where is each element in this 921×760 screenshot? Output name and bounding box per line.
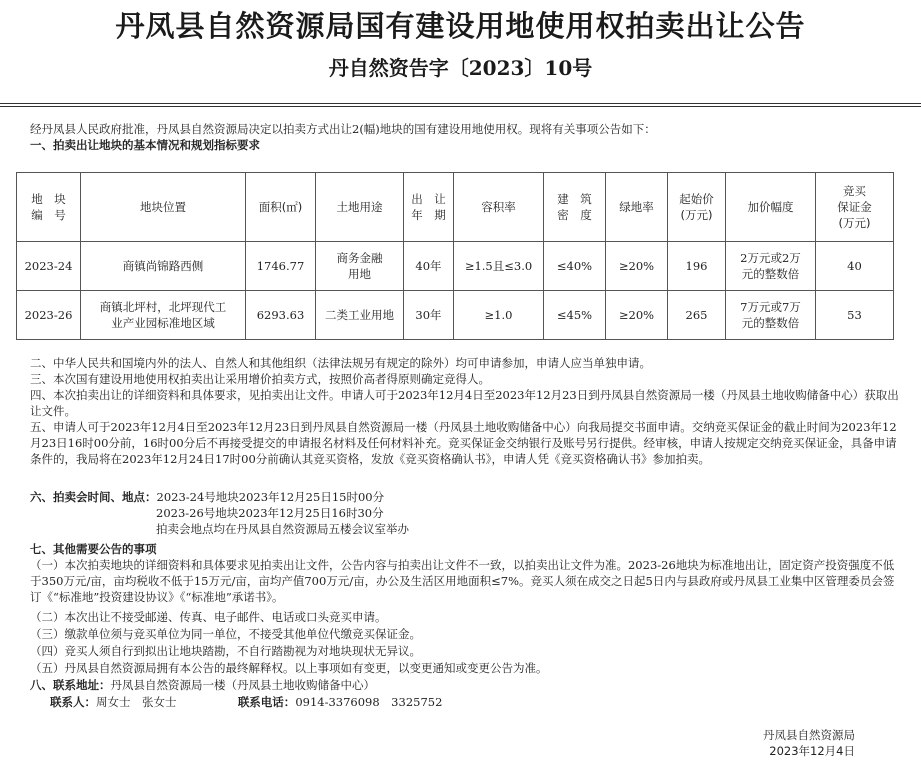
section-3: 三、本次国有建设用地使用权拍卖出让采用增价拍卖方式，按照价高者得原则确定竞得人。 bbox=[30, 372, 490, 386]
auction-location: 拍卖会地点均在丹凤县自然资源局五楼会议室举办 bbox=[156, 522, 409, 536]
section-7-item-2: （二）本次出让不接受邮递、传真、电子邮件、电话或口头竞买申请。 bbox=[30, 610, 387, 624]
table-header-row bbox=[17, 173, 894, 242]
table-header-cell: 起始价 (万元) bbox=[668, 173, 726, 242]
section-7-title: 七、其他需要公告的事项 bbox=[30, 542, 157, 556]
table-header-cell: 加价幅度 bbox=[726, 173, 816, 242]
table-header-cell: 绿地率 bbox=[606, 173, 668, 242]
table-cell: 2023-26 bbox=[17, 291, 81, 340]
table-row bbox=[17, 242, 894, 291]
table-header-cell: 地 块 编 号 bbox=[17, 173, 81, 242]
table-header-cell: 出 让 年 期 bbox=[404, 173, 454, 242]
section-7-item-4: （四）竞买人须自行到拟出让地块踏勘，不自行踏勘视为对地块现状无异议。 bbox=[30, 644, 421, 658]
section-1-title: 一、拍卖出让地块的基本情况和规划指标要求 bbox=[30, 138, 260, 152]
contact-address: 丹凤县自然资源局一楼（丹凤县土地收购储备中心） bbox=[110, 678, 375, 692]
contact-person: 周女士 张女士 bbox=[96, 695, 177, 709]
auction-time-1: 2023-24号地块2023年12月25日15时00分 bbox=[156, 490, 385, 504]
table-cell: 6293.63 bbox=[246, 291, 316, 340]
table-header-cell: 建 筑 密 度 bbox=[544, 173, 606, 242]
header-divider-top bbox=[0, 103, 921, 104]
document-number: 丹自然资告字〔2023〕10号 bbox=[328, 56, 593, 80]
section-8 bbox=[30, 677, 905, 693]
table-cell: 商镇北坪村，北坪现代工 业产业园标准地区域 bbox=[81, 291, 246, 340]
signature-date: 2023年12月4日 bbox=[769, 744, 855, 758]
table-cell: 商务金融 用地 bbox=[316, 242, 404, 291]
table-cell: 2万元或2万 元的整数倍 bbox=[726, 242, 816, 291]
section-6 bbox=[30, 489, 905, 505]
signature-org: 丹凤县自然资源局 bbox=[763, 728, 855, 742]
table-cell: ≥1.5且≤3.0 bbox=[454, 242, 544, 291]
table-header-cell: 面积(㎡) bbox=[246, 173, 316, 242]
land-parcel-table bbox=[16, 172, 894, 340]
table-cell: ≤40% bbox=[544, 242, 606, 291]
table-cell: 30年 bbox=[404, 291, 454, 340]
section-7-item-3: （三）缴款单位须与竞买单位为同一单位，不接受其他单位代缴竞买保证金。 bbox=[30, 627, 421, 641]
section-2: 二、中华人民共和国境内外的法人、自然人和其他组织（法律法规另有规定的除外）均可申请参加，申请人应当单独申请。 bbox=[30, 356, 651, 370]
table-cell: 196 bbox=[668, 242, 726, 291]
table-header-cell: 地块位置 bbox=[81, 173, 246, 242]
table-cell: 2023-24 bbox=[17, 242, 81, 291]
intro-paragraph: 经丹凤县人民政府批准，丹凤县自然资源局决定以拍卖方式出让2(幅)地块的国有建设用地使用权。现将有关事项公告如下： bbox=[30, 122, 656, 136]
section-5: 五、申请人可于2023年12月4日至2023年12月23日到丹凤县自然资源局一楼（丹凤县土地收购储备中心）向我局提交书面申请。交纳竞买保证金的截止时间为2023年12月23日16时00分前，16时00分后不再接受提交的申请报名材料及任何材料补充。竞买保证金交纳银行及账号另行提供。经审核，申请人按规定交纳竞买保证金，具备申请条件的，我局将在2023年12月24日17时00分前确认其竞买资格，发放《竞买资格确认书》，申请人凭《竞买资格确认书》参加拍卖。 bbox=[30, 420, 897, 466]
table-cell: ≤45% bbox=[544, 291, 606, 340]
table-header-cell: 土地用途 bbox=[316, 173, 404, 242]
header-divider-bottom bbox=[0, 106, 921, 107]
table-cell: 1746.77 bbox=[246, 242, 316, 291]
table-row bbox=[17, 291, 894, 340]
section-4: 四、本次拍卖出让的详细资料和具体要求，见拍卖出让文件。申请人可于2023年12月4日至2023年12月23日到丹凤县自然资源局一楼（丹凤县土地收购储备中心）获取出让文件。 bbox=[30, 388, 899, 418]
table-cell: 40年 bbox=[404, 242, 454, 291]
table-header-cell: 竞买 保证金 (万元) bbox=[816, 173, 894, 242]
auction-time-2: 2023-26号地块2023年12月25日16时30分 bbox=[156, 506, 384, 520]
table-header-cell: 容积率 bbox=[454, 173, 544, 242]
table-cell: ≥1.0 bbox=[454, 291, 544, 340]
table-cell: 商镇尚锦路西侧 bbox=[81, 242, 246, 291]
section-7-item-5: （五）丹凤县自然资源局拥有本公告的最终解释权。以上事项如有变更，以变更通知或变更公告为准。 bbox=[30, 661, 548, 675]
contact-person-label: 联系人： bbox=[50, 695, 96, 709]
section-7-item-1: （一）本次拍卖地块的详细资料和具体要求见拍卖出让文件，公告内容与拍卖出让文件不一致，以拍卖出让文件为准。2023-26地块为标准地出让，固定资产投资强度不低于350万元/亩，亩均税收不低于15万元/亩，亩均产值700万元/亩，办公及生活区用地面积≤7%。竞买人须在成交之日起5日内与县政府或丹凤县工业集中区管理委员会签订《“标准地”投资建设协议》《“标准地”承诺书》。 bbox=[30, 558, 895, 604]
contact-phone: 0914-3376098 3325752 bbox=[295, 695, 443, 709]
section-6-label: 六、拍卖会时间、地点： bbox=[30, 490, 157, 504]
notice-title: 丹凤县自然资源局国有建设用地使用权拍卖出让公告 bbox=[115, 9, 806, 43]
section-8-label: 八、联系地址： bbox=[30, 678, 111, 692]
table-cell: ≥20% bbox=[606, 242, 668, 291]
table-cell: ≥20% bbox=[606, 291, 668, 340]
table-cell: 53 bbox=[816, 291, 894, 340]
table-cell: 二类工业用地 bbox=[316, 291, 404, 340]
table-cell: 40 bbox=[816, 242, 894, 291]
contact-line bbox=[50, 694, 850, 710]
contact-phone-label: 联系电话： bbox=[237, 695, 296, 709]
table-cell: 265 bbox=[668, 291, 726, 340]
table-cell: 7万元或7万 元的整数倍 bbox=[726, 291, 816, 340]
